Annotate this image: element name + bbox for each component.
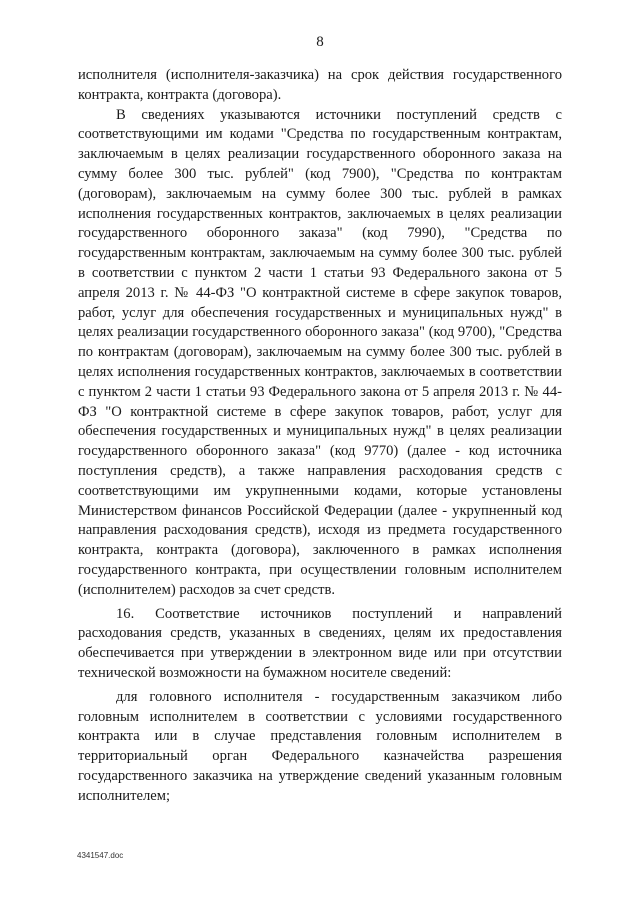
- paragraph-continuation: исполнителя (исполнителя-заказчика) на срок действия государственного контракта, контракта (договора).: [78, 67, 562, 103]
- paragraph-item-16: 16. Соответствие источников поступлений и направлений расходования средств, указанных в сведениях, целям их предоставления обеспечивается при утверждении в электронном виде или при отсутствии технической возможности на бумажном носителе сведений:: [78, 605, 562, 681]
- page-number: 8: [316, 34, 324, 50]
- paragraph-head-contractor: для головного исполнителя - государственным заказчиком либо головным исполнителем в соответствии с условиями государственного контракта или в случае представления головным исполнителем в территориальный орган Федерального казначейства разрешения государственного заказчика на утверждение сведений указанным головным исполнителем;: [78, 688, 562, 804]
- paragraph-funding-sources: В сведениях указываются источники поступлений средств с соответствующими им кодами "Средства по государственным контрактам, заключаемым в целях реализации государственного оборонного заказа на сумму более 300 тыс. рублей" (код 7900), "Средства по контрактам (договорам), заключаемым на сумму более 300 тыс. рублей в рамках исполнения государственных контрактов, заключаемых в целях реализации государственного оборонного заказа" (код 7990), "Средства по государственным контрактам, заключаемым на сумму более 300 тыс. рублей в соответствии с пунктом 2 части 1 статьи 93 Федерального закона от 5 апреля 2013 г. № 44-ФЗ "О контрактной системе в сфере закупок товаров, работ, услуг для обеспечения государственных и муниципальных нужд" в целях реализации государственного оборонного заказа" (код 9700), "Средства по контрактам (договорам), заключаемым на сумму более 300 тыс. рублей в целях исполнения государственных контрактов, заключаемых в соответствии с пунктом 2 части 1 статьи 93 Федерального закона от 5 апреля 2013 г. № 44-ФЗ "О контрактной системе в сфере закупок товаров, работ, услуг для обеспечения государственных и муниципальных нужд" в целях реализации государственного оборонного заказа" (код 9770) (далее - код источника поступления средств), а также направления расходования средств с соответствующими им укрупненными кодами, которые установлены Министерством финансов Российской Федерации (далее - укрупненный код направления расходования средств), исходя из предмета государственного контракта, контракта (договора), заключенного в рамках исполнения государственного контракта, при осуществлении головным исполнителем (исполнителем) расходов за счет средств.: [78, 106, 562, 598]
- footer-filename: 4341547.doc: [77, 851, 124, 860]
- document-body: [78, 66, 562, 806]
